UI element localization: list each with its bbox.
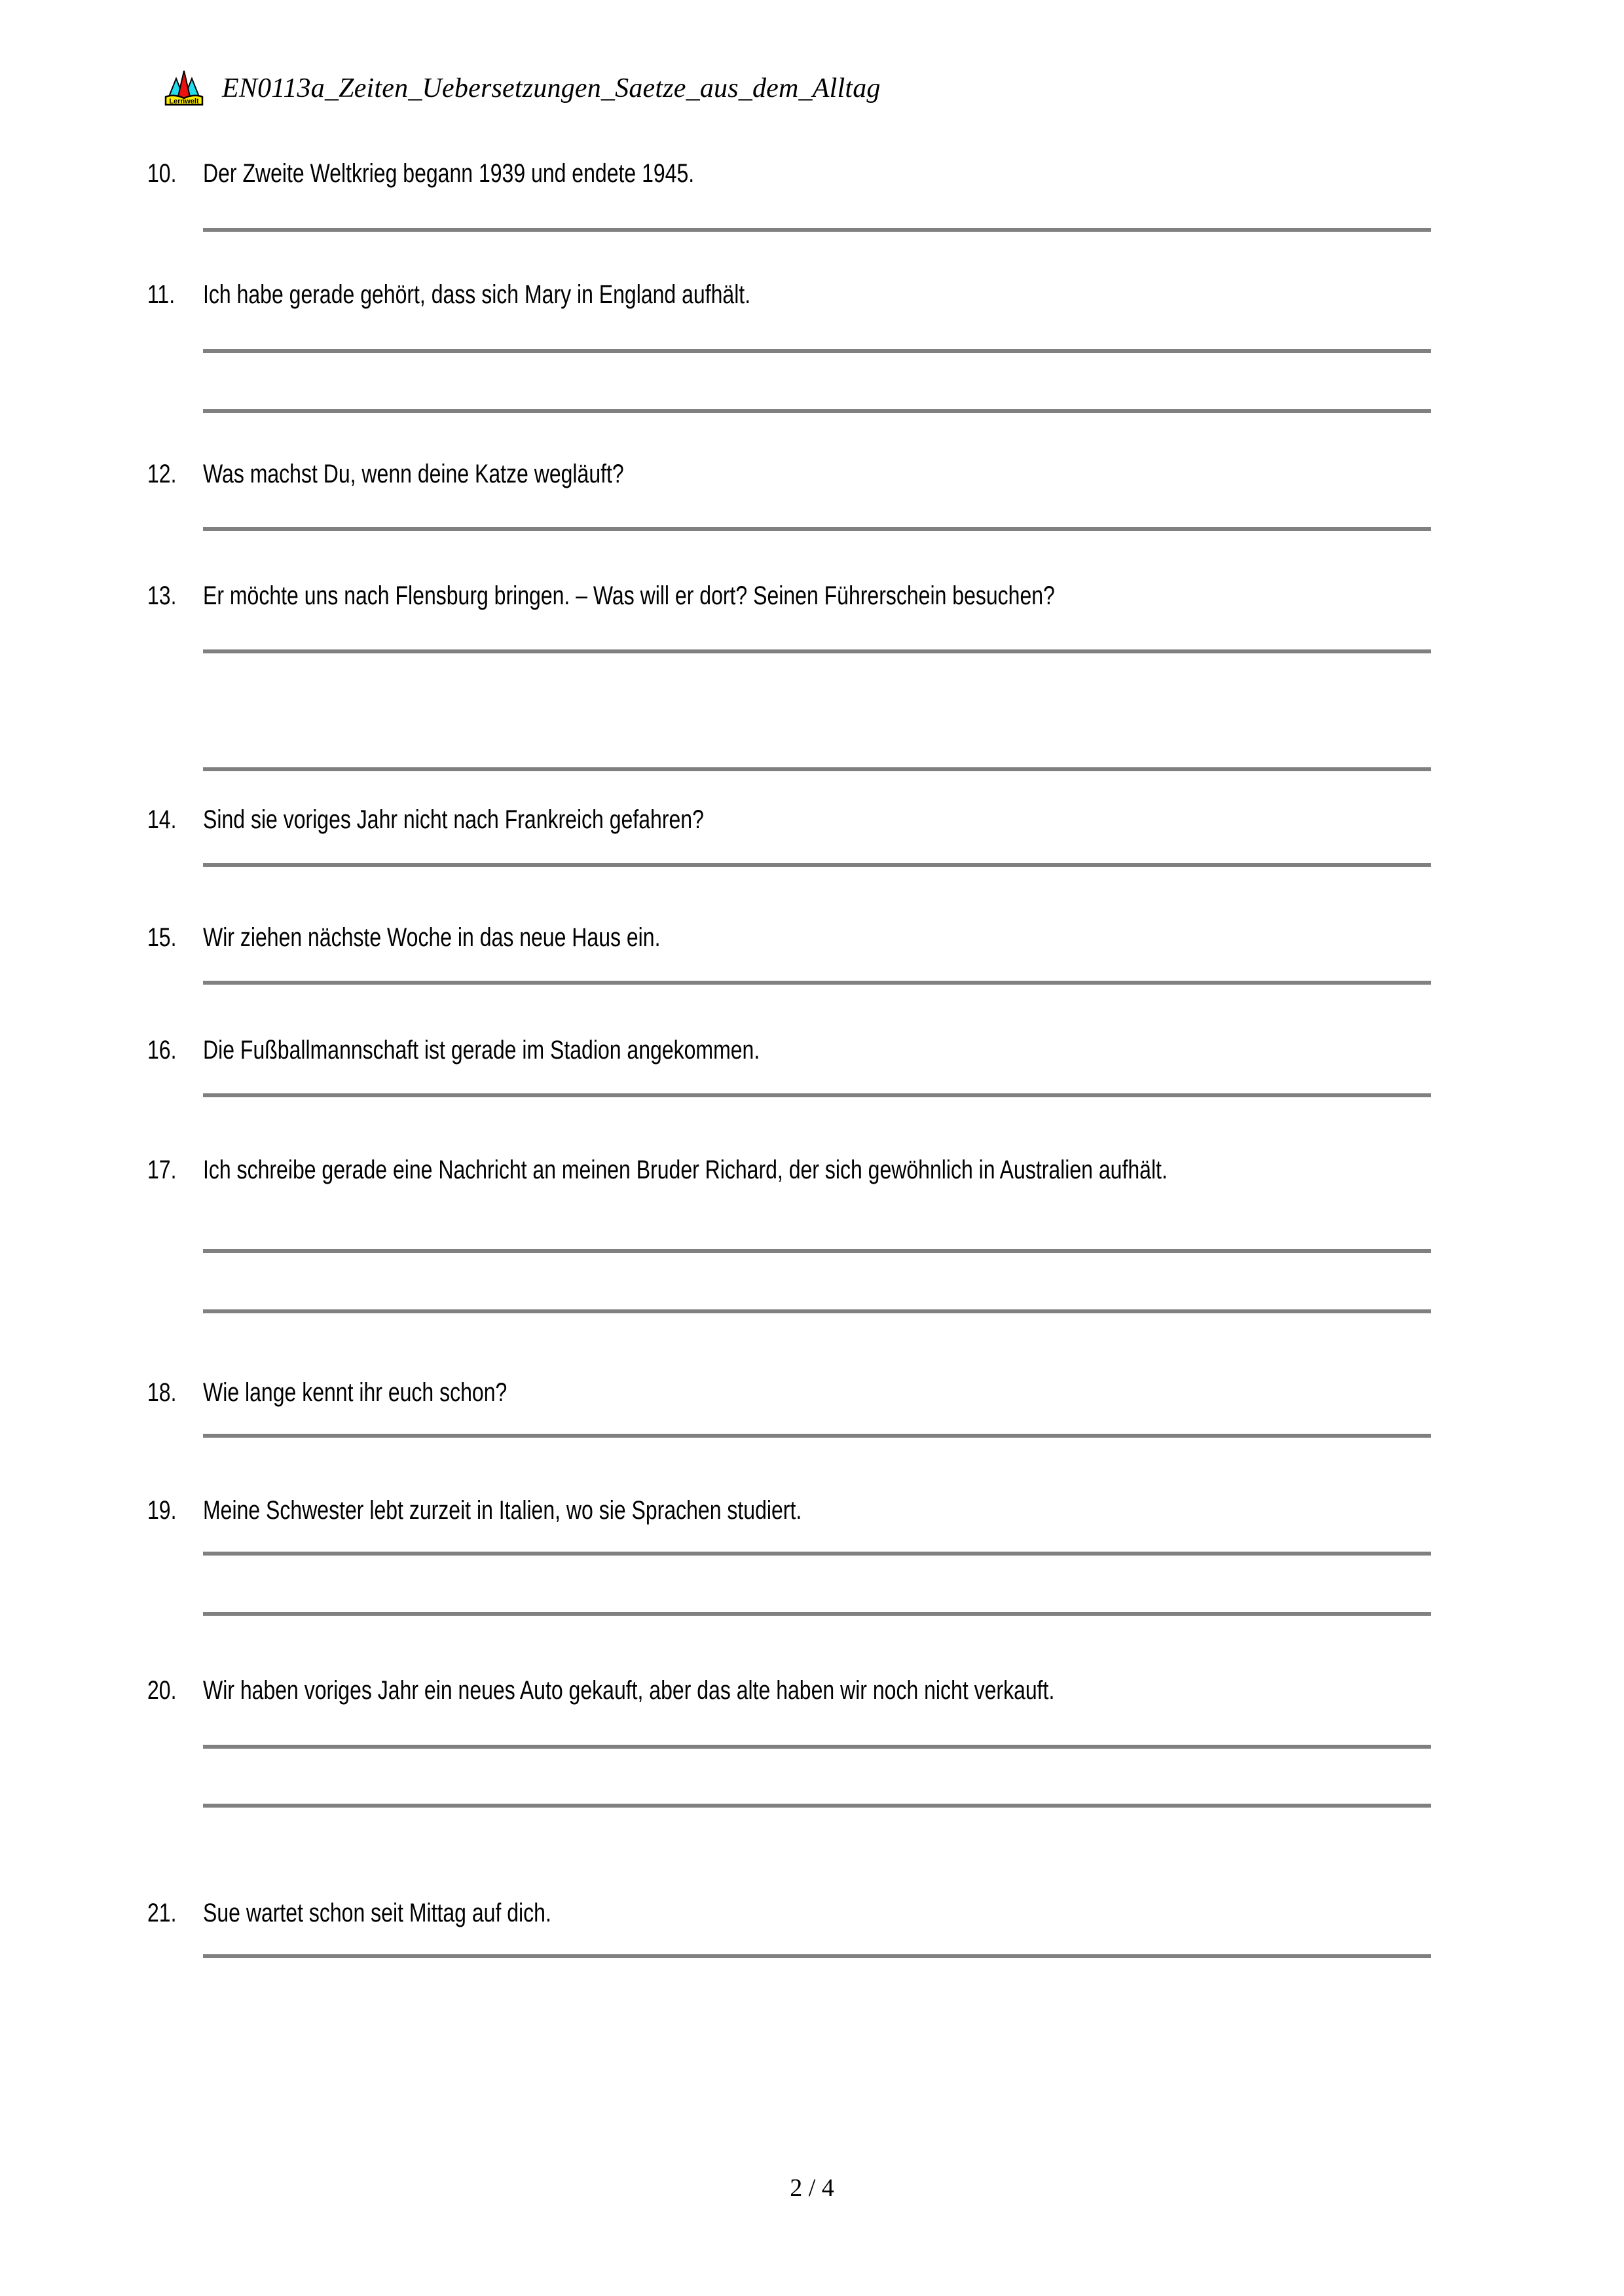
answer-line[interactable] [203, 649, 1431, 653]
exercise-item [147, 156, 1434, 191]
exercise-number: 17. [147, 1156, 177, 1184]
logo-wordmark: Lernwelt [169, 98, 199, 105]
answer-line[interactable] [203, 1434, 1431, 1438]
exercise-number: 12. [147, 460, 177, 488]
exercise-sentence: Sind sie voriges Jahr nicht nach Frankreich gefahren? [203, 805, 704, 834]
exercise-item [147, 920, 1434, 955]
exercise-row [147, 1032, 1434, 1068]
exercise-number: 20. [147, 1676, 177, 1705]
exercise-item [147, 456, 1434, 492]
exercise-sentence: Was machst Du, wenn deine Katze wegläuft? [203, 460, 624, 488]
exercise-sentence: Ich schreibe gerade eine Nachricht an meinen Bruder Richard, der sich gewöhnlich in Australien aufhält. [203, 1156, 1168, 1184]
document-title: EN0113a_Zeiten_Uebersetzungen_Saetze_aus_dem_Alltag [222, 73, 881, 103]
exercise-sentence: Meine Schwester lebt zurzeit in Italien, wo sie Sprachen studiert. [203, 1496, 802, 1525]
exercise-row [147, 1895, 1434, 1931]
answer-line[interactable] [203, 767, 1431, 771]
exercise-sentence: Wir haben voriges Jahr ein neues Auto gekauft, aber das alte haben wir noch nicht verkauft. [203, 1676, 1055, 1705]
exercise-number: 18. [147, 1378, 177, 1407]
exercise-sentence: Sue wartet schon seit Mittag auf dich. [203, 1899, 551, 1927]
answer-line[interactable] [203, 1093, 1431, 1097]
exercise-item [147, 1895, 1434, 1931]
exercise-item [147, 1375, 1434, 1410]
answer-line[interactable] [203, 1552, 1431, 1556]
exercise-sentence: Die Fußballmannschaft ist gerade im Stadion angekommen. [203, 1036, 760, 1065]
exercise-item [147, 1152, 1434, 1188]
exercise-number: 14. [147, 805, 177, 834]
page-footer [0, 2174, 1624, 2202]
exercise-sentence: Ich habe gerade gehört, dass sich Mary in England aufhält. [203, 280, 751, 309]
exercise-number: 13. [147, 581, 177, 610]
answer-line[interactable] [203, 228, 1431, 232]
exercise-row [147, 156, 1434, 191]
exercise-number: 11. [147, 280, 175, 309]
answer-line[interactable] [203, 1249, 1431, 1253]
exercise-item [147, 1032, 1434, 1068]
answer-line[interactable] [203, 1612, 1431, 1616]
answer-line[interactable] [203, 527, 1431, 531]
answer-line[interactable] [203, 409, 1431, 413]
exercise-row [147, 802, 1434, 837]
document-header [160, 62, 1470, 115]
answer-line[interactable] [203, 1745, 1431, 1749]
exercise-row [147, 1152, 1434, 1188]
exercise-row [147, 578, 1434, 613]
exercise-row [147, 456, 1434, 492]
answer-line[interactable] [203, 1309, 1431, 1313]
answer-line[interactable] [203, 1954, 1431, 1958]
exercise-number: 16. [147, 1036, 177, 1065]
exercise-row [147, 1493, 1434, 1528]
exercise-item [147, 578, 1434, 613]
exercise-number: 15. [147, 923, 177, 952]
answer-line[interactable] [203, 1804, 1431, 1808]
answer-line[interactable] [203, 349, 1431, 353]
answer-line[interactable] [203, 981, 1431, 985]
lernwelt-logo-icon [160, 68, 208, 109]
exercise-item [147, 1493, 1434, 1528]
exercise-row [147, 1673, 1434, 1708]
page-indicator: 2 / 4 [790, 2174, 834, 2202]
exercise-row [147, 1375, 1434, 1410]
exercise-number: 21. [147, 1899, 177, 1927]
exercise-sentence: Wir ziehen nächste Woche in das neue Haus ein. [203, 923, 661, 952]
exercise-sentence: Der Zweite Weltkrieg begann 1939 und endete 1945. [203, 159, 695, 188]
exercise-sentence: Er möchte uns nach Flensburg bringen. – Was will er dort? Seinen Führerschein besuchen? [203, 581, 1055, 610]
answer-line[interactable] [203, 863, 1431, 867]
exercise-item [147, 802, 1434, 837]
exercise-row [147, 277, 1434, 312]
exercise-sentence: Wie lange kennt ihr euch schon? [203, 1378, 507, 1407]
exercise-row [147, 920, 1434, 955]
exercise-item [147, 277, 1434, 312]
exercise-item [147, 1673, 1434, 1708]
exercise-number: 19. [147, 1496, 177, 1525]
exercise-number: 10. [147, 159, 177, 188]
